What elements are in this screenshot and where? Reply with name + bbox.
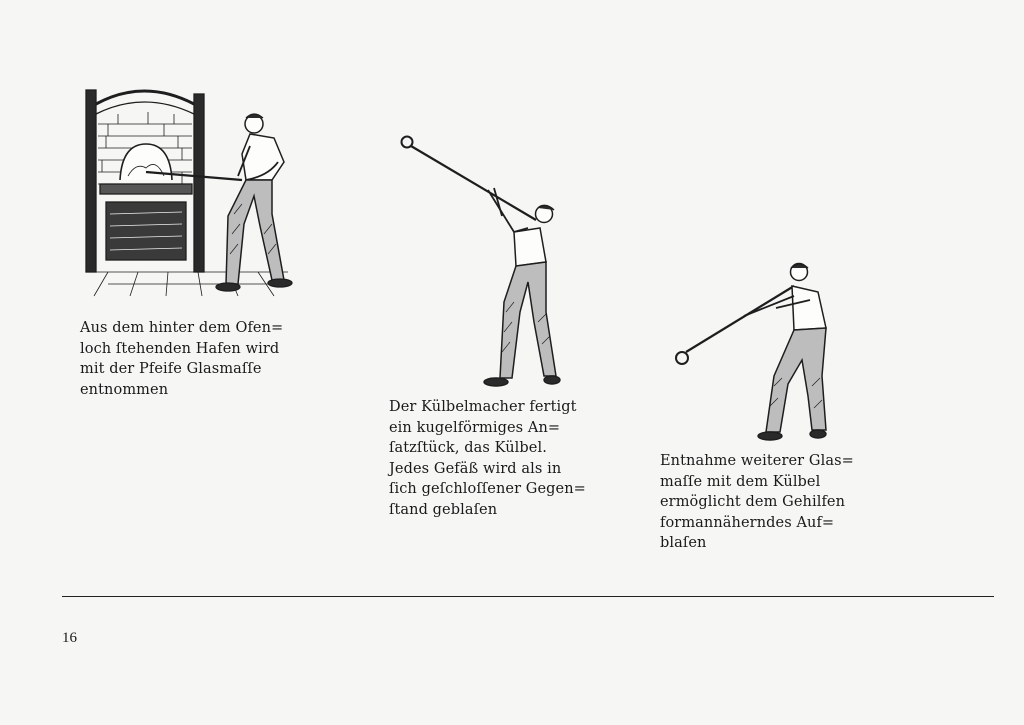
horizontal-rule: [62, 596, 994, 597]
caption-kuelbel: [389, 397, 586, 520]
caption-line: formannäherndes Auf=: [660, 514, 835, 531]
caption-line: loch ſtehenden Hafen wird: [80, 340, 280, 357]
kuelbel-maker-icon: [396, 132, 566, 392]
caption-line: Jedes Gefäß wird als in: [389, 460, 562, 477]
caption-assistant: [660, 451, 856, 554]
caption-line: Der Külbelmacher fertigt: [389, 399, 577, 415]
caption-line: blaſen: [660, 535, 707, 551]
caption-line: entnommen: [80, 381, 169, 398]
caption-line: Entnahme weiterer Glas=: [660, 453, 854, 469]
caption-furnace: [80, 318, 286, 400]
caption-line: ſich geſchloſſener Gegen=: [389, 481, 586, 497]
caption-line: ermöglicht dem Gehilfen: [660, 494, 846, 510]
page-number: 16: [62, 630, 77, 646]
caption-line: maſſe mit dem Külbel: [660, 473, 821, 490]
glassblower-assistant-icon: [670, 256, 840, 442]
caption-line: Aus dem hinter dem Ofen=: [80, 320, 284, 336]
caption-line: ein kugelförmiges An=: [389, 419, 561, 436]
glassmaker-at-furnace-icon: [78, 84, 302, 298]
caption-line: mit der Pfeife Glasmaſſe: [80, 361, 262, 377]
caption-line: ſatzſtück, das Külbel.: [389, 440, 547, 456]
caption-line: ſtand geblaſen: [389, 501, 498, 518]
